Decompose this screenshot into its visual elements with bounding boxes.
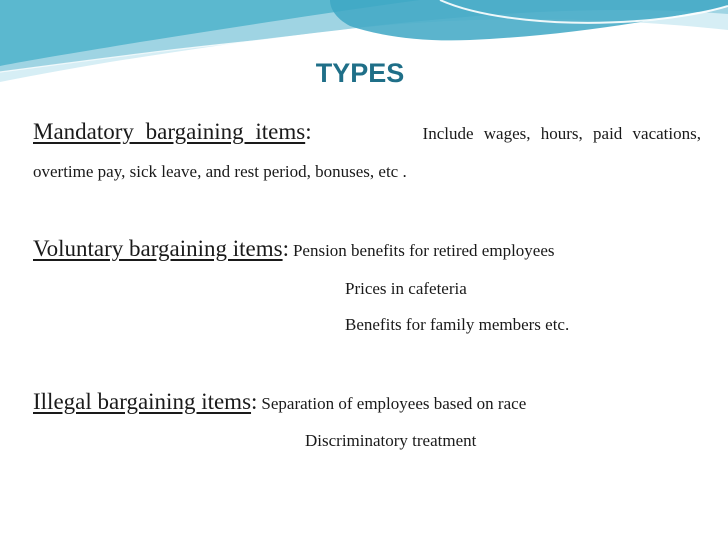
voluntary-line-1 — [33, 236, 555, 262]
mandatory-line-1 — [33, 119, 701, 145]
illegal-item-1: Separation of employees based on race — [261, 394, 527, 413]
mandatory-item-2: overtime pay, sick leave, and rest period, bonuses, etc . — [33, 162, 407, 181]
voluntary-item-1: Pension benefits for retired employees — [292, 241, 555, 260]
mandatory-heading: Mandatory bargaining items — [33, 119, 306, 144]
voluntary-colon: : — [282, 236, 289, 261]
voluntary-item-3: Benefits for family members etc. — [345, 315, 570, 334]
mandatory-item-1: Include wages, hours, paid vacations, — [422, 124, 701, 143]
voluntary-heading: Voluntary bargaining items — [33, 236, 283, 261]
illegal-colon: : — [251, 389, 258, 414]
illegal-item-2: Discriminatory treatment — [305, 431, 477, 450]
voluntary-item-2: Prices in cafeteria — [345, 279, 467, 298]
illegal-heading: Illegal bargaining items — [33, 389, 252, 414]
illegal-line-1 — [33, 389, 526, 415]
slide-title: TYPES — [315, 58, 405, 88]
mandatory-colon: : — [305, 119, 312, 144]
